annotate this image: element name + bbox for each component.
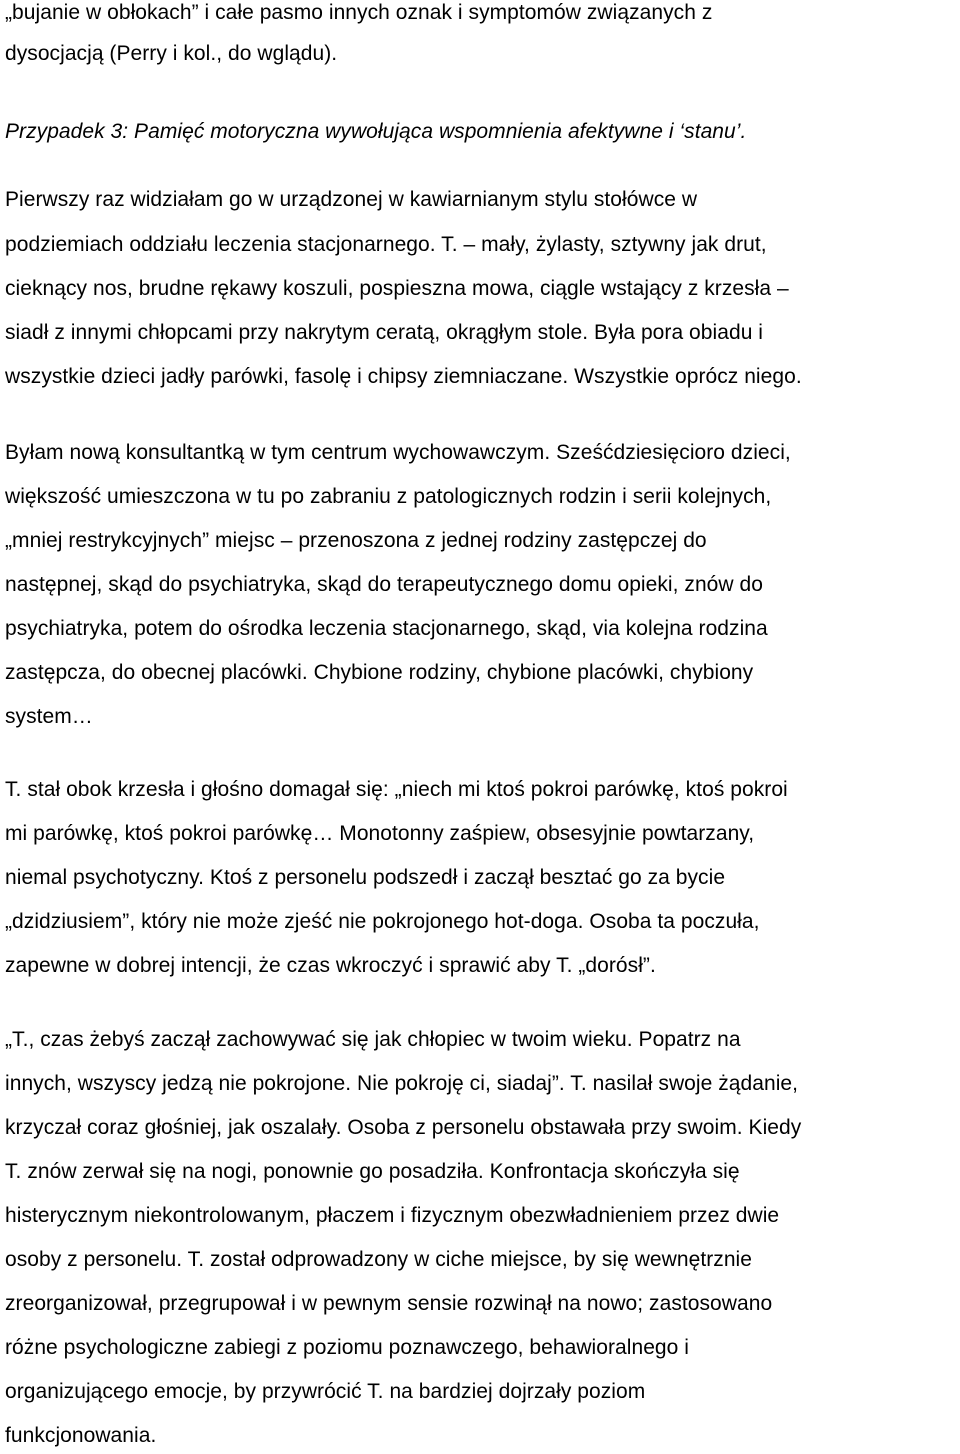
text-line: T. stał obok krzesła i głośno domagał się: „niech mi ktoś pokroi parówkę, ktoś pokroi — [5, 778, 788, 801]
text-line: „dzidziusiem”, który nie może zjeść nie pokrojonego hot-doga. Osoba ta poczuła, — [5, 910, 760, 933]
text-line: większość umieszczona w tu po zabraniu z patologicznych rodzin i serii kolejnych, — [5, 485, 772, 508]
text-line: osoby z personelu. T. został odprowadzony w ciche miejsce, by się wewnętrznie — [5, 1248, 752, 1271]
text-line: dysocjacją (Perry i kol., do wglądu). — [5, 42, 338, 65]
text-line: cieknący nos, brudne rękawy koszuli, pospieszna mowa, ciągle wstający z krzesła – — [5, 277, 789, 300]
text-line: „bujanie w obłokach” i całe pasmo innych oznak i symptomów związanych z — [5, 1, 713, 24]
text-line: zastępcza, do obecnej placówki. Chybione rodziny, chybione placówki, chybiony — [5, 661, 754, 684]
text-line: psychiatryka, potem do ośrodka leczenia stacjonarnego, skąd, via kolejna rodzina — [5, 617, 768, 640]
text-line: wszystkie dzieci jadły parówki, fasolę i chipsy ziemniaczane. Wszystkie oprócz niego. — [5, 365, 802, 388]
text-line: zreorganizował, przegrupował i w pewnym sensie rozwinął na nowo; zastosowano — [5, 1292, 773, 1315]
text-line: Pierwszy raz widziałam go w urządzonej w kawiarnianym stylu stołówce w — [5, 188, 698, 211]
text-line: T. znów zerwał się na nogi, ponownie go posadziła. Konfrontacja skończyła się — [5, 1160, 740, 1183]
text-line: innych, wszyscy jedzą nie pokrojone. Nie pokroję ci, siadaj”. T. nasilał swoje żądanie, — [5, 1072, 799, 1095]
text-line: histerycznym niekontrolowanym, płaczem i fizycznym obezwładnieniem przez dwie — [5, 1204, 780, 1227]
text-line: różne psychologiczne zabiegi z poziomu poznawczego, behawioralnego i — [5, 1336, 689, 1359]
text-line: mi parówkę, ktoś pokroi parówkę… Monotonny zaśpiew, obsesyjnie powtarzany, — [5, 822, 755, 845]
section-heading: Przypadek 3: Pamięć motoryczna wywołująca wspomnienia afektywne i ‘stanu’. — [5, 120, 747, 143]
text-line: następnej, skąd do psychiatryka, skąd do terapeutycznego domu opieki, znów do — [5, 573, 763, 596]
text-line: niemal psychotyczny. Ktoś z personelu podszedł i zaczął besztać go za bycie — [5, 866, 726, 889]
text-line: system… — [5, 705, 93, 728]
text-line: Byłam nową konsultantką w tym centrum wychowawczym. Sześćdziesięcioro dzieci, — [5, 441, 791, 464]
text-line: organizującego emocje, by przywrócić T. na bardziej dojrzały poziom — [5, 1380, 646, 1403]
text-line: krzyczał coraz głośniej, jak oszalały. Osoba z personelu obstawała przy swoim. Kiedy — [5, 1116, 802, 1139]
text-line: „mniej restrykcyjnych” miejsc – przenoszona z jednej rodziny zastępczej do — [5, 529, 707, 552]
text-line: funkcjonowania. — [5, 1424, 157, 1447]
text-line: siadł z innymi chłopcami przy nakrytym ceratą, okrągłym stole. Była pora obiadu i — [5, 321, 764, 344]
text-line: podziemiach oddziału leczenia stacjonarnego. T. – mały, żylasty, sztywny jak drut, — [5, 233, 767, 256]
text-line: „T., czas żebyś zaczął zachowywać się jak chłopiec w twoim wieku. Popatrz na — [5, 1028, 741, 1051]
text-line: zapewne w dobrej intencji, że czas wkroczyć i sprawić aby T. „dorósł”. — [5, 954, 656, 977]
